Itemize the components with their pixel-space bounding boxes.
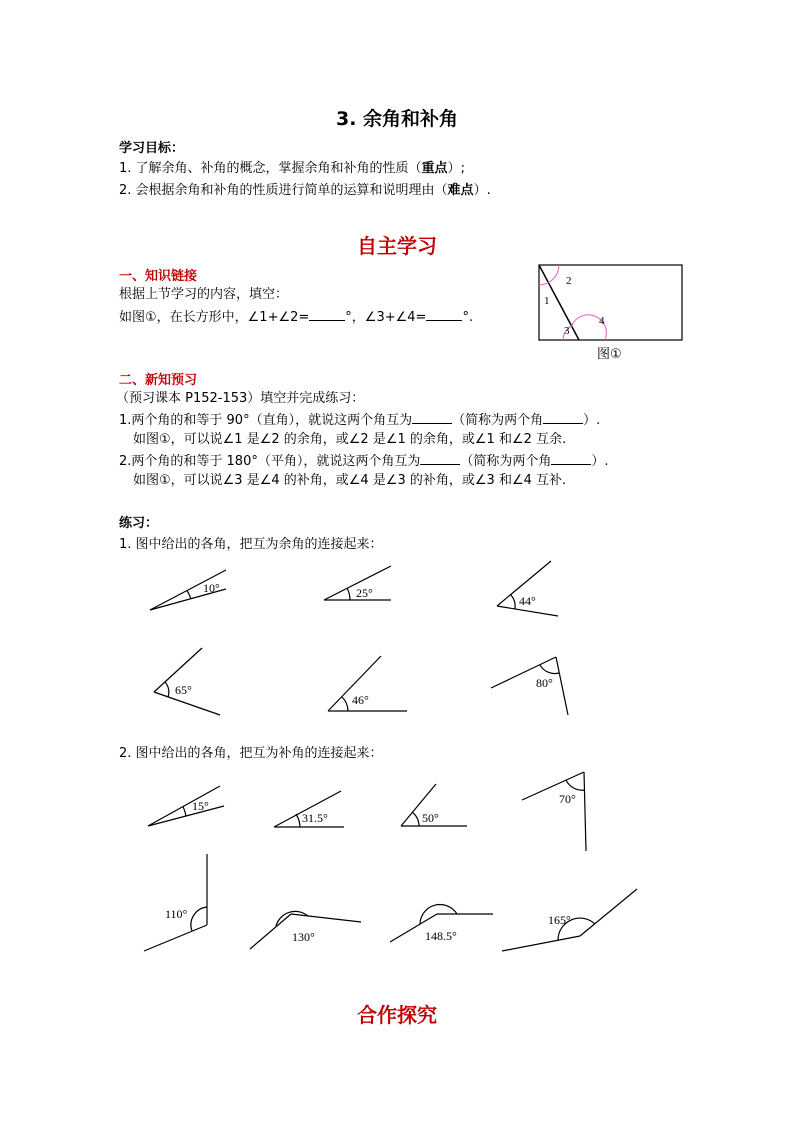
fig1-label-1: 1 (544, 295, 550, 307)
kl-text-1: 如图①，在长方形中，∠1+∠2= (119, 310, 310, 325)
pv2-text-3: ）. (591, 454, 609, 469)
angle-31-5: 31.5° (302, 811, 328, 825)
goal-item-2 (119, 181, 491, 201)
angle-130: 130° (292, 930, 315, 944)
kl-text-3: °. (462, 310, 474, 325)
pv1-text-2: （简称为两个角 (452, 413, 544, 428)
angle-65: 65° (175, 683, 192, 697)
blank-complementary[interactable] (412, 410, 452, 424)
kl-text-2: °，∠3+∠4= (345, 310, 427, 325)
goal-2-key: 难点 (447, 183, 474, 198)
figure-1-caption: 图① (597, 347, 622, 362)
section-self-study: 自主学习 (357, 234, 437, 258)
blank-complementary-short[interactable] (543, 410, 583, 424)
blank-supplementary-short[interactable] (551, 451, 591, 465)
blank-angle-sum-34[interactable] (426, 307, 462, 321)
goal-1-text: 1. 了解余角、补角的概念，掌握余角和补角的性质（ (119, 161, 422, 176)
pv2-text-1: 2.两个角的和等于 180°（平角），就说这两个角互为 (119, 454, 421, 469)
preview-heading: 二、新知预习 (119, 373, 198, 388)
exercise-q1: 1. 图中给出的各角，把互为余角的连接起来： (119, 537, 383, 552)
preview-note: （预习课本 P152-153）填空并完成练习： (116, 391, 365, 406)
knowledge-link-line2 (119, 307, 473, 328)
fig1-label-2: 2 (566, 275, 572, 287)
goal-2-end: ）. (473, 183, 491, 198)
knowledge-link-heading: 一、知识链接 (119, 269, 198, 284)
goal-1-key: 重点 (421, 161, 448, 176)
preview-item-1 (119, 410, 600, 431)
figure-1-rectangle (535, 262, 685, 344)
knowledge-link-line1: 根据上节学习的内容，填空： (119, 287, 289, 302)
goals-heading: 学习目标： (119, 141, 185, 156)
goal-2-text: 2. 会根据余角和补角的性质进行简单的运算和说明理由（ (119, 183, 448, 198)
angle-25: 25° (356, 586, 373, 600)
section-cooperate: 合作探究 (357, 1003, 437, 1027)
page-title: 3. 余角和补角 (335, 108, 459, 130)
exercise-q2-angles (130, 765, 650, 960)
angle-110: 110° (165, 907, 188, 921)
angle-50: 50° (422, 811, 439, 825)
pv1-text-1: 1.两个角的和等于 90°（直角），就说这两个角互为 (119, 413, 413, 428)
exercise-heading: 练习： (119, 516, 159, 531)
fig1-label-4: 4 (599, 315, 605, 327)
preview-item-1-example: 如图①，可以说∠1 是∠2 的余角，或∠2 是∠1 的余角，或∠1 和∠2 互余. (133, 432, 567, 447)
blank-angle-sum-12[interactable] (309, 307, 345, 321)
angle-44: 44° (519, 594, 536, 608)
goal-item-1 (119, 159, 465, 179)
exercise-q1-angles (130, 555, 590, 725)
blank-supplementary[interactable] (420, 451, 460, 465)
angle-10: 10° (203, 581, 220, 595)
angle-165: 165° (548, 913, 571, 927)
angle-148-5: 148.5° (425, 929, 457, 943)
exercise-q2: 2. 图中给出的各角，把互为补角的连接起来： (119, 746, 383, 761)
pv1-text-3: ）. (583, 413, 601, 428)
pv2-text-2: （简称为两个角 (460, 454, 552, 469)
angle-80: 80° (536, 676, 553, 690)
fig1-label-3: 3 (564, 325, 570, 337)
preview-item-2-example: 如图①，可以说∠3 是∠4 的补角，或∠4 是∠3 的补角，或∠3 和∠4 互补. (133, 473, 567, 488)
angle-70: 70° (559, 792, 576, 806)
preview-item-2 (119, 451, 609, 472)
angle-46: 46° (352, 693, 369, 707)
goal-1-end: ）; (447, 161, 465, 176)
angle-15: 15° (192, 799, 209, 813)
